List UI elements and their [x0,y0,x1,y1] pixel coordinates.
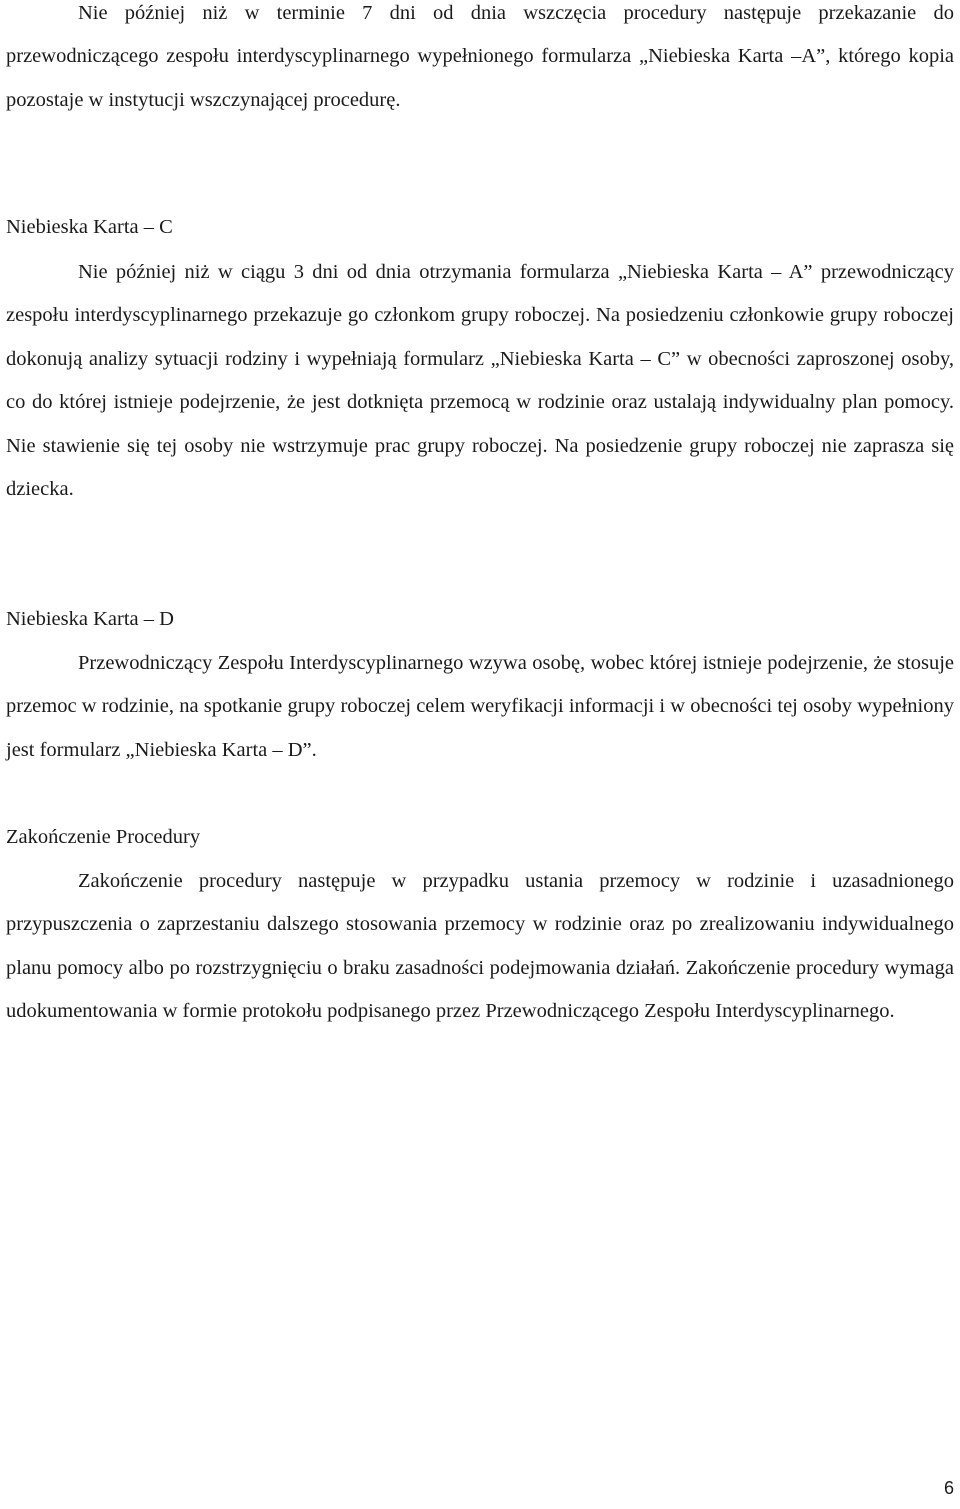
section-d-paragraph: Przewodniczący Zespołu Interdyscyplinarnego wzywa osobę, wobec której istnieje podejrzenie, że stosuje przemoc w rodzinie, na spotkanie grupy roboczej celem weryfikacji informacji i w obecności tej osoby wypełniony jest formularz „Niebieska Karta – D”. [6,652,954,761]
section-end-heading: Zakończenie Procedury [6,826,201,848]
section-c-heading: Niebieska Karta – C [6,216,173,238]
section-c-paragraph: Nie później niż w ciągu 3 dni od dnia otrzymania formularza „Niebieska Karta – A” przewodniczący zespołu interdyscyplinarnego przekazuje go członkom grupy roboczej. Na posiedzeniu członkowie grupy roboczej dokonują analizy sytuacji rodziny i wypełniają formularz „Niebieska Karta – C” w obecności zaproszonej osoby, co do której istnieje podejrzenie, że jest dotknięta przemocą w rodzinie oraz ustalają indywidualny plan pomocy. Nie stawienie się tej osoby nie wstrzymuje prac grupy roboczej. Na posiedzenie grupy roboczej nie zaprasza się dziecka. [6,261,954,501]
section-end-paragraph: Zakończenie procedury następuje w przypadku ustania przemocy w rodzinie i uzasadnionego przypuszczenia o zaprzestaniu dalszego stosowania przemocy w rodzinie oraz po zrealizowaniu indywidualnego planu pomocy albo po rozstrzygnięciu o braku zasadności podejmowania działań. Zakończenie procedury wymaga udokumentowania w formie protokołu podpisanego przez Przewodniczącego Zespołu Interdyscyplinarnego. [6,870,954,1023]
section-d-heading: Niebieska Karta – D [6,608,174,630]
intro-paragraph: Nie później niż w terminie 7 dni od dnia wszczęcia procedury następuje przekazanie do przewodniczącego zespołu interdyscyplinarnego wypełnionego formularza „Niebieska Karta –A”, którego kopia pozostaje w instytucji wszczynającej procedurę. [6,2,954,111]
page-number: 6 [943,1478,954,1498]
